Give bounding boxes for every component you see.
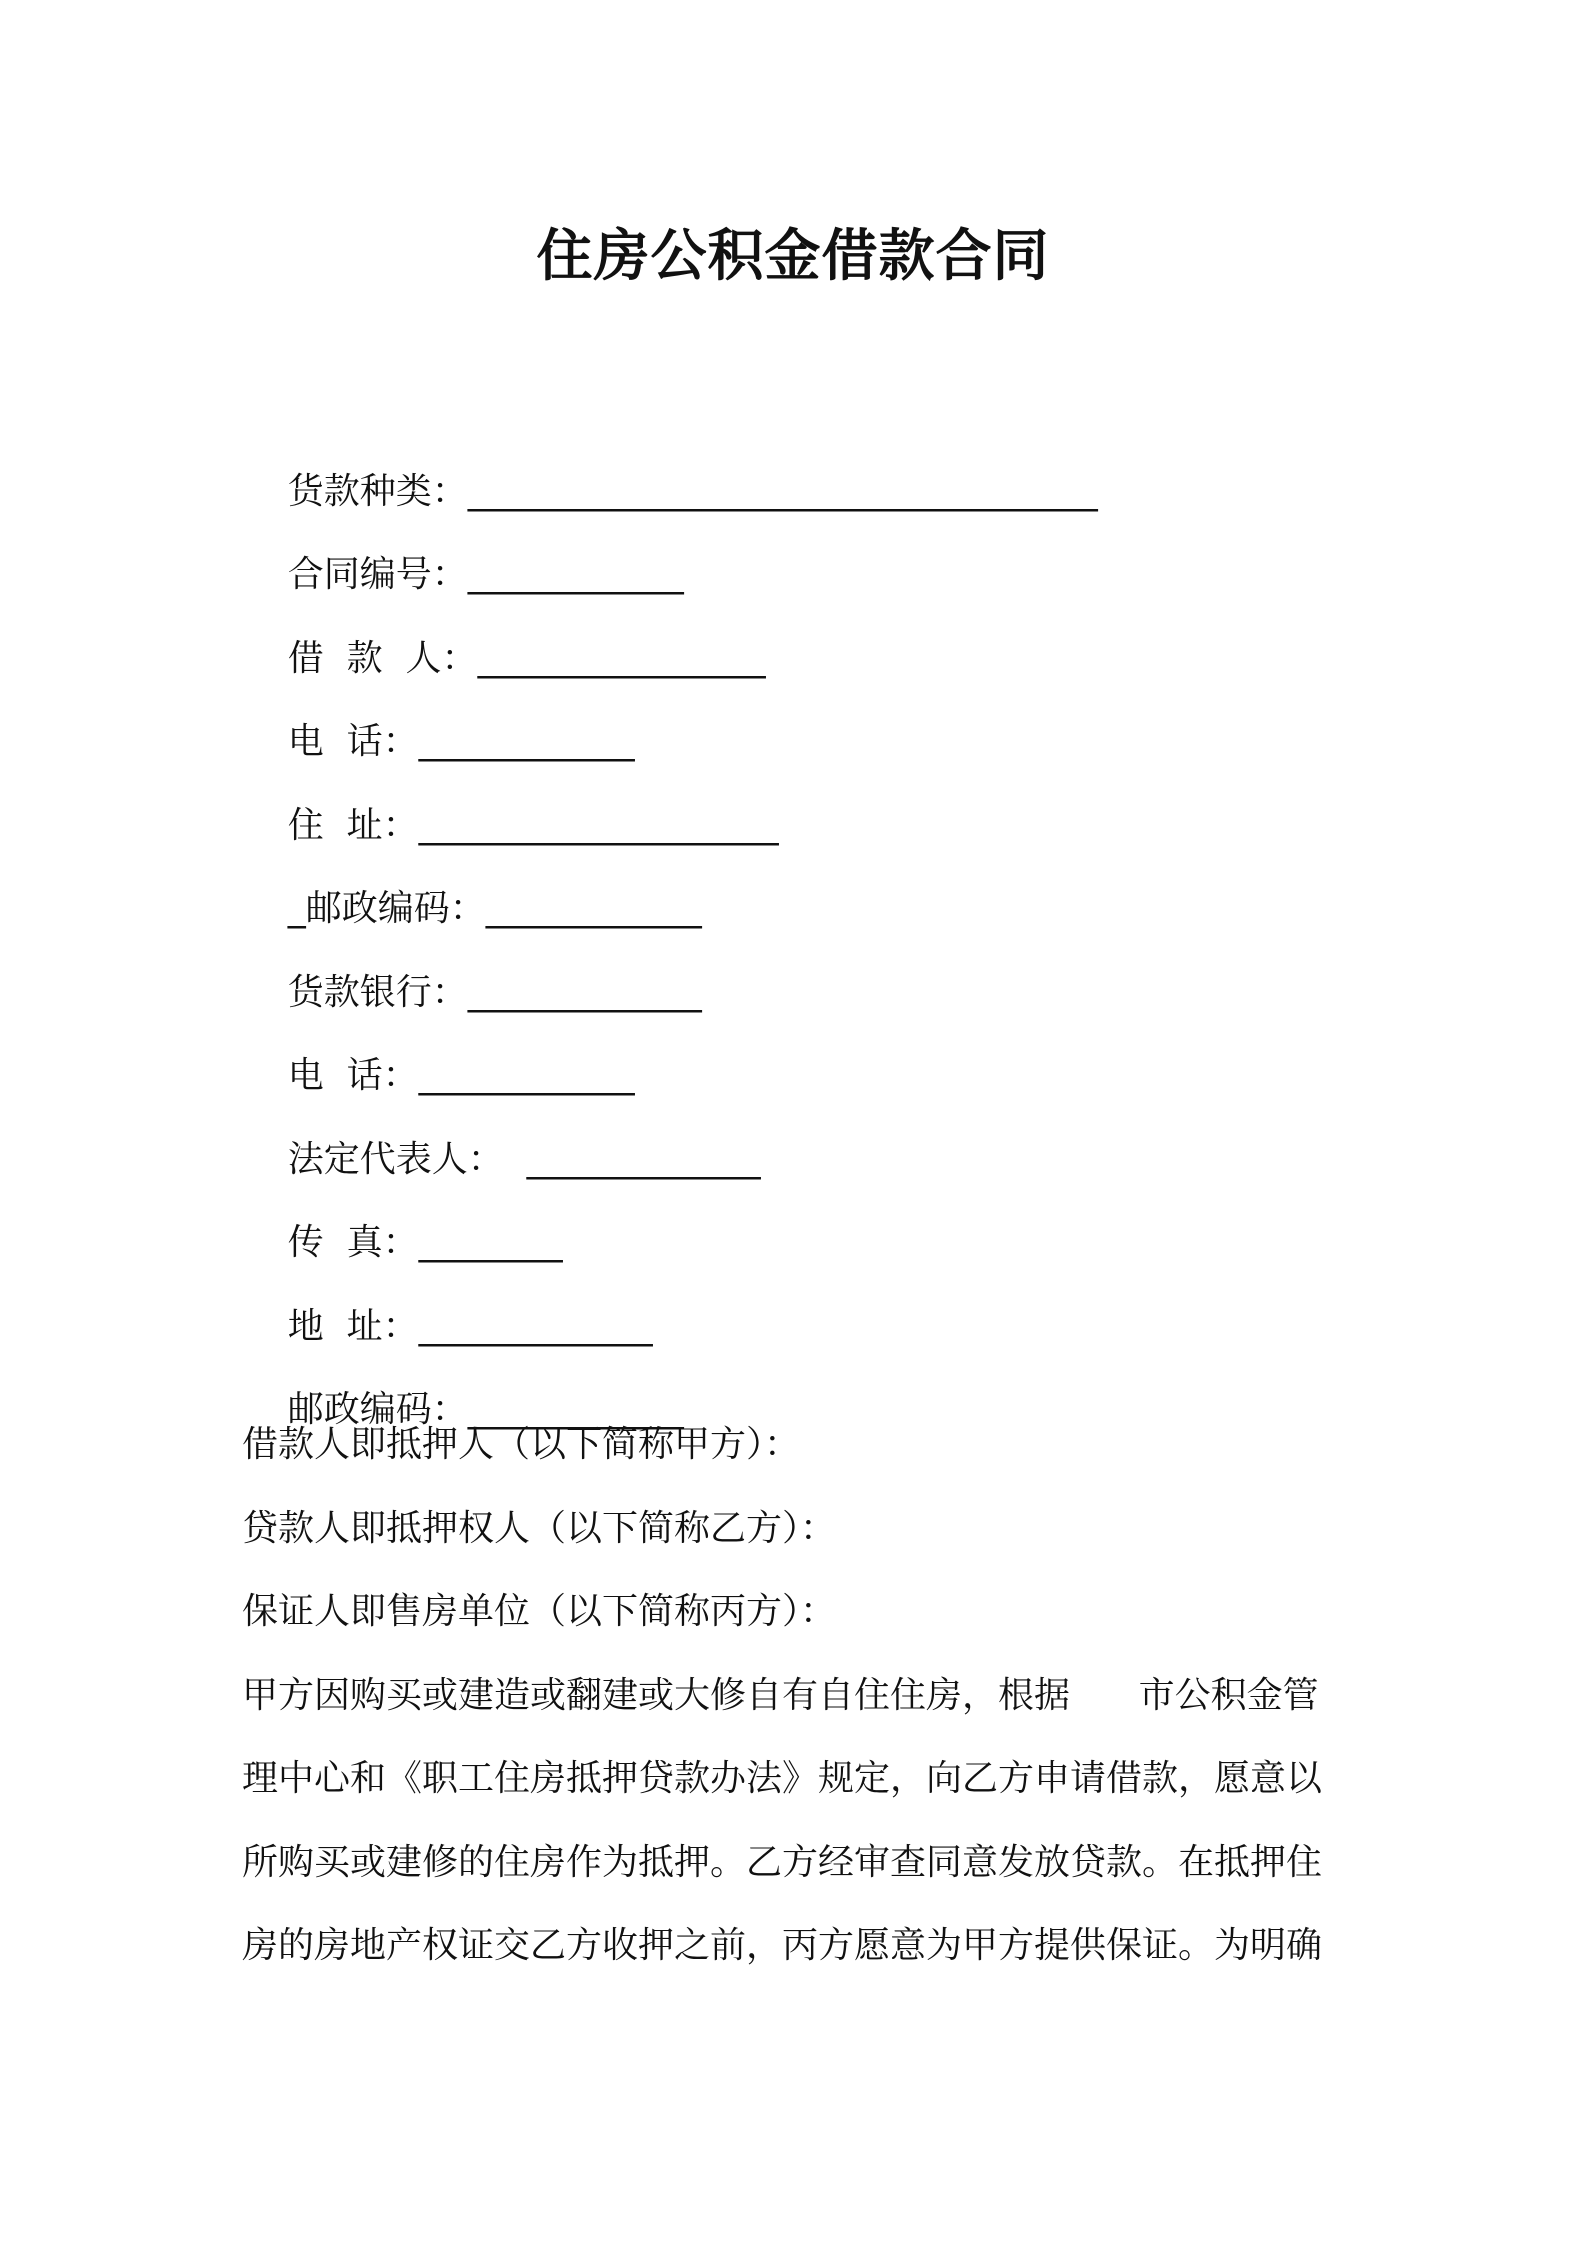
blank-line: ____________ [418,721,635,762]
field-label: 货款种类： [287,471,468,512]
blank-line: ___________________________________ [467,471,1098,512]
field-label: _邮政编码： [287,888,486,929]
field-label: 货款银行： [287,972,468,1013]
field-label: 传 真： [287,1222,419,1263]
blank-line: ________ [418,1222,563,1263]
blank-line: ____________________ [418,805,779,846]
blank-line: ____________ [467,554,684,595]
blank-line: ____________ [485,888,702,929]
document-title: 住房公积金借款合同 [536,224,1050,289]
blank-line: ____________ [467,1389,684,1430]
field-label: 电 话： [287,1055,419,1096]
body-line: 理中心和《职工住房抵押贷款办法》规定，向乙方申请借款，愿意以 [242,1758,1323,1799]
field-label: 借 款 人： [287,638,478,679]
blank-line: _____________ [418,1306,653,1347]
field-label: 合同编号： [287,554,468,595]
blank-line: ____________ [418,1055,635,1096]
party-borrower: 借款人即抵押人（以下简称甲方）： [242,1424,801,1465]
blank-line: _____________ [467,972,702,1013]
field-label: 法定代表人： [287,1139,504,1180]
body-line: 房的房地产权证交乙方收押之前，丙方愿意为甲方提供保证。为明确 [242,1925,1323,1966]
field-label: 地 址： [287,1306,419,1347]
blank-line: ________________ [477,638,766,679]
field-label: 邮政编码： [287,1389,468,1430]
field-label: 住 址： [287,805,419,846]
blank-line: _____________ [503,1139,761,1180]
party-lender: 贷款人即抵押权人（以下简称乙方）： [242,1508,837,1549]
body-line: 甲方因购买或建造或翻建或大修自有自住住房，根据 市公积金管 [242,1675,1319,1716]
field-label: 电 话： [287,721,419,762]
party-guarantor: 保证人即售房单位（以下简称丙方）： [242,1591,837,1632]
body-line: 所购买或建修的住房作为抵押。乙方经审查同意发放贷款。在抵押住 [242,1842,1323,1883]
